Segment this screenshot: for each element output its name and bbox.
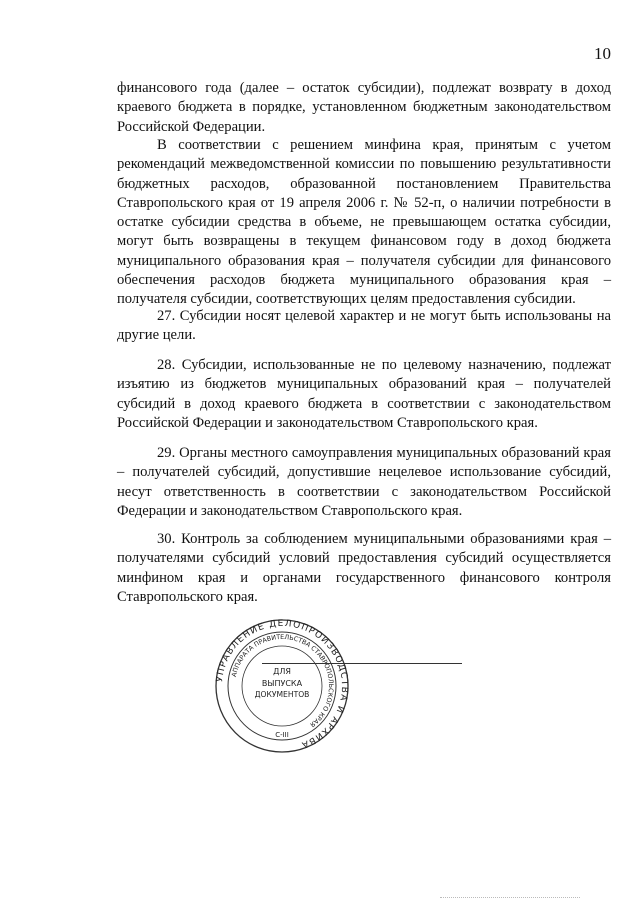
paragraph-continuation: финансового года (далее – остаток субсидии), подлежат возврату в доход краевого бюджета в порядке, установленном бюджетным законодательством Российской Федерации. [117, 80, 611, 135]
stamp-code: С-III [275, 731, 289, 739]
paragraph-29: 29. Органы местного самоуправления муниципальных образований края – получателей субсидий, допустившие нецелевое использование субсидий, несут ответственность в соответствии с законодательством Российской Федерации и законодательством Ставропольского края. [117, 445, 611, 519]
paragraph-refund-decision: В соответствии с решением минфина края, принятым с учетом рекомендаций межведомственной комиссии по повышению результативности бюджетных расходов, образованной постановлением Правительства Ставропольского края от 19 апреля 2006 г. № 52-п, о наличии потребности в остатке субсидии средства в объеме, не превышающем остатка субсидии, могут быть возвращены в текущем финансовом году в доход бюджета муниципального образования края – получателя субсидии для финансового обеспечения расходов бюджета муниципального образования края – получателя субсидии, соответствующих целям предоставления субсидии. [117, 137, 611, 308]
page-number: 10 [594, 44, 611, 63]
official-stamp [214, 618, 350, 754]
stamp-center-line-2: ВЫПУСКА [261, 679, 303, 688]
stamp-center-line-3: ДОКУМЕНТОВ [254, 690, 310, 699]
stamp-center-line-1: ДЛЯ [273, 667, 291, 676]
paragraph-27: 27. Субсидии носят целевой характер и не могут быть использованы на другие цели. [117, 308, 611, 344]
paragraph-30: 30. Контроль за соблюдением муниципальными образованиями края – получателями субсидий условий предоставления субсидий осуществляется минфином края и органами государственного финансового контроля Ставропольского края. [117, 531, 611, 605]
stamp-inner-text: АППАРАТА ПРАВИТЕЛЬСТВА СТАВРОПОЛЬСКОГО КРАЯ [229, 632, 336, 729]
paragraph-28: 28. Субсидии, использованные не по целевому назначению, подлежат изъятию из бюджетов муниципальных образований края – получателей субсидий в доход краевого бюджета в соответствии с законодательством Российской Федерации и законодательством Ставропольского края. [117, 357, 611, 431]
stamp-outer-text: УПРАВЛЕНИЕ ДЕЛОПРОИЗВОДСТВА И АРХИВА [215, 618, 350, 750]
scan-footer-marks [440, 897, 580, 899]
